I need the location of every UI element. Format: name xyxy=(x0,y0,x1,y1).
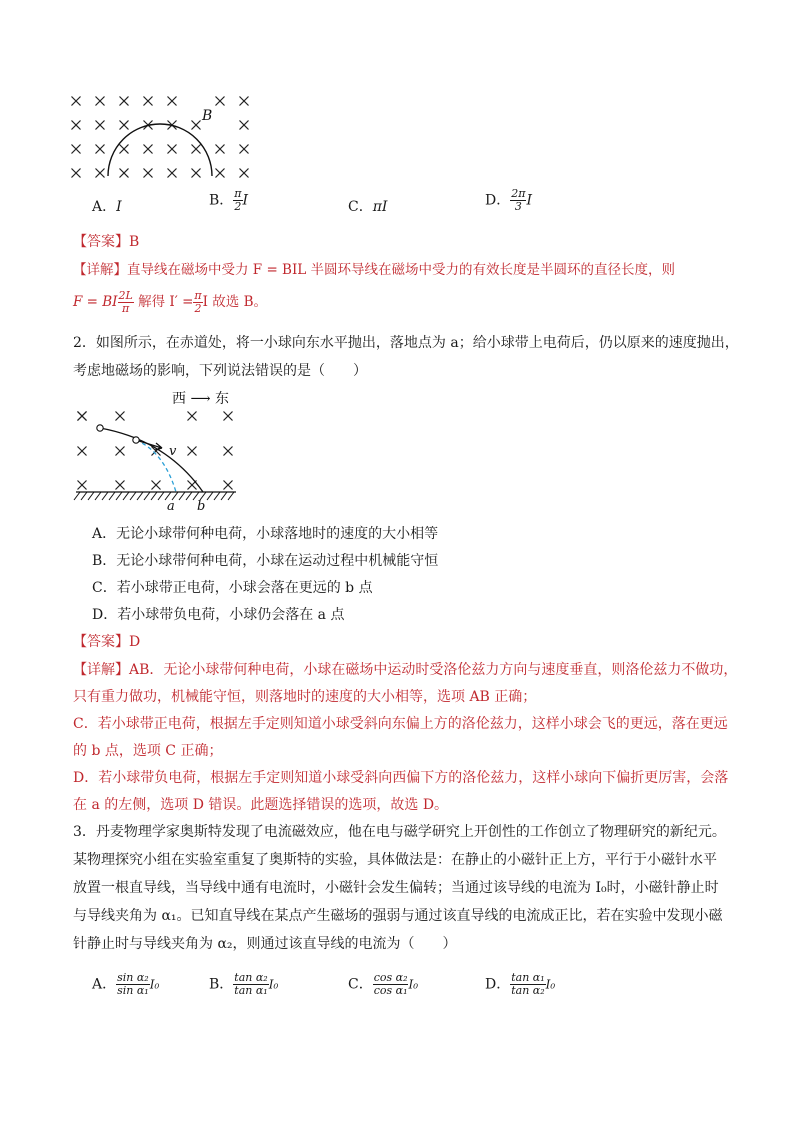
label-a: a xyxy=(167,499,175,514)
q2-detail-line2: 只有重力做功，机械能守恒，则落地时的速度的大小相等，选项 AB 正确； xyxy=(73,689,537,705)
q3-stem-line5: 针静止时与导线夹角为 α₂，则通过该直导线的电流为（ ） xyxy=(73,936,457,952)
direction-label: 西 ⟶ 东 xyxy=(172,391,229,407)
q1-option-C: C．πI xyxy=(348,199,388,215)
q1-option-B: B． $\frac{\pi}{2}$ I xyxy=(209,187,249,213)
q3-option-C: C． $\frac{\text{cos α₂}}{\text{cos α₁}}$ I₀ xyxy=(348,971,419,997)
q2-detail-line5: D．若小球带负电荷，根据左手定则知道小球受斜向西偏下方的洛伦兹力，这样小球向下偏折更厉害，会落 xyxy=(73,770,729,786)
trajectory-solid xyxy=(100,428,203,492)
q2-detail-line6: 在 a 的左侧，选项 D 错误。此题选择错误的选项，故选 D。 xyxy=(73,797,449,813)
q1-answer: 【答案】B xyxy=(73,234,140,250)
q3-stem-line1: 3．丹麦物理学家奥斯特发现了电流磁效应，他在电与磁学研究上开创性的工作创立了物理研究的新纪元。 xyxy=(73,824,726,840)
label-B: B xyxy=(202,108,213,124)
q3-stem-line2: 某物理探究小组在实验室重复了奥斯特的实验，具体做法是：在静止的小磁针正上方，平行于小磁针水平 xyxy=(73,852,717,868)
q2-detail-line4: 的 b 点，选项 C 正确； xyxy=(73,743,223,759)
q2-detail-line3: C．若小球带正电荷，根据左手定则知道小球受斜向东偏上方的洛伦兹力，这样小球会飞的更远，落在更远 xyxy=(73,716,728,732)
q3-option-A: A． $\frac{\text{sin α₂}}{\text{sin α₁}}$ I₀ xyxy=(92,971,160,997)
q2-stem-line1: 2．如图所示，在赤道处，将一小球向东水平抛出，落地点为 a；给小球带上电荷后，仍以原来的速度抛出， xyxy=(73,335,739,351)
ball-moving xyxy=(133,437,139,443)
q2-option-B: B．无论小球带何种电荷，小球在运动过程中机械能守恒 xyxy=(92,553,439,569)
q1-option-A: A．I xyxy=(92,199,122,215)
q2-answer: 【答案】D xyxy=(73,634,141,650)
q2-option-D: D．若小球带负电荷，小球仍会落在 a 点 xyxy=(92,607,345,623)
ball-start xyxy=(97,425,103,431)
q1-magnetic-field-figure xyxy=(66,88,266,186)
q1-option-D: D． $\frac{2\pi}{3}$ I xyxy=(485,187,532,213)
q2-option-C: C．若小球带正电荷，小球会落在更远的 b 点 xyxy=(92,580,373,596)
q1-detail-line2: F = BI $\frac{2L}{\pi}$ 解得 I′ = $\frac{\pi}{2}$ I 故选 B。 xyxy=(73,289,267,315)
q2-detail-line1: 【详解】AB．无论小球带何种电荷，小球在磁场中运动时受洛伦兹力方向与速度垂直，则洛伦兹力不做功， xyxy=(73,662,738,678)
label-b: b xyxy=(197,499,206,514)
ground-hatch xyxy=(74,492,234,500)
q3-stem-line4: 与导线夹角为 α₁。已知直导线在某点产生磁场的强弱与通过该直导线的电流成正比，若在实验中发现小磁 xyxy=(73,908,723,924)
q1-detail-line1: 【详解】直导线在磁场中受力 F = BIL 半圆环导线在磁场中受力的有效长度是半圆环的直径长度，则 xyxy=(73,262,676,278)
q2-option-A: A．无论小球带何种电荷，小球落地时的速度的大小相等 xyxy=(92,526,439,542)
q3-option-B: B． $\frac{\text{tan α₂}}{\text{tan α₁}}$ I₀ xyxy=(209,971,279,997)
q2-stem-line2: 考虑地磁场的影响，下列说法错误的是（ ） xyxy=(73,363,367,379)
field-crosses xyxy=(72,97,249,178)
q3-stem-line3: 放置一根直导线，当导线中通有电流时，小磁针会发生偏转；当通过该导线的电流为 I₀时，小磁针静止时 xyxy=(73,880,719,896)
q2-projectile-figure xyxy=(66,388,246,516)
field-crosses xyxy=(78,412,233,490)
q3-option-D: D． $\frac{\text{tan α₁}}{\text{tan α₂}}$ I₀ xyxy=(485,971,556,997)
label-v: v xyxy=(169,444,177,459)
